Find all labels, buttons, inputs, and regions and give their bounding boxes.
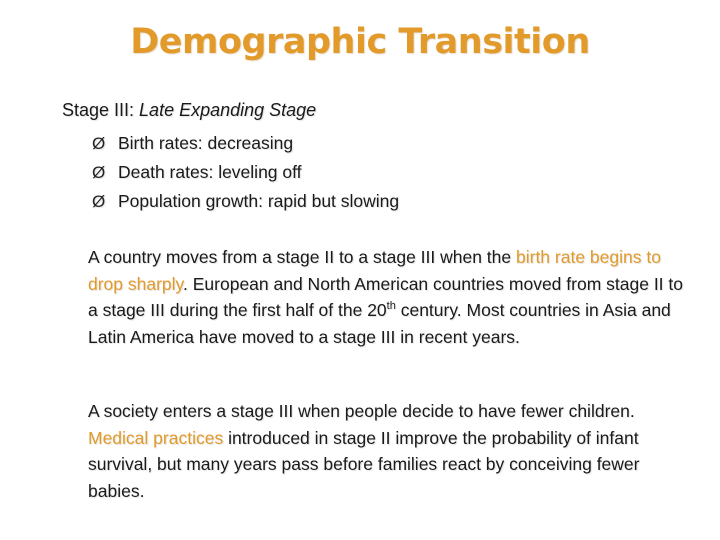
bullet-text: Population growth: rapid but slowing (118, 191, 400, 211)
bullet-text: Birth rates: decreasing (118, 133, 294, 153)
list-item-birth-rates (92, 129, 399, 158)
paragraph-text: introduced in stage II improve the probability of infant survival, but many years pass before families react by conceiving fewer babies. (88, 427, 640, 501)
bullet-text: Death rates: leveling off (118, 162, 302, 182)
paragraph-text: century. Most countries in Asia and Latin America have moved to a stage III in recent years. (88, 300, 671, 347)
slide-title: Demographic Transition (130, 22, 590, 62)
paragraph-country-transition (88, 244, 688, 350)
stage-prefix: Stage III: (62, 100, 140, 120)
list-item-population-growth (92, 187, 399, 216)
paragraph-text: . European and North American countries moved from stage II to a stage III during the first half of the 20 (88, 273, 683, 320)
stage-name: Late Expanding Stage (139, 100, 317, 120)
stage-heading (62, 100, 316, 121)
ordinal-superscript: th (386, 300, 396, 313)
arrow-bullet-icon: Ø (92, 162, 106, 182)
paragraph-society-transition (88, 398, 688, 504)
stage-characteristics-list (92, 129, 399, 216)
arrow-bullet-icon: Ø (92, 191, 106, 211)
arrow-bullet-icon: Ø (92, 133, 106, 153)
paragraph-text: A society enters a stage III when people decide to have fewer children. (88, 401, 635, 421)
highlight-medical-practices: Medical practices (88, 427, 224, 448)
paragraph-text: A country moves from a stage II to a stage III when the (88, 247, 516, 267)
list-item-death-rates (92, 158, 399, 187)
highlight-birth-rate: birth rate begins to drop sharply (88, 247, 661, 294)
